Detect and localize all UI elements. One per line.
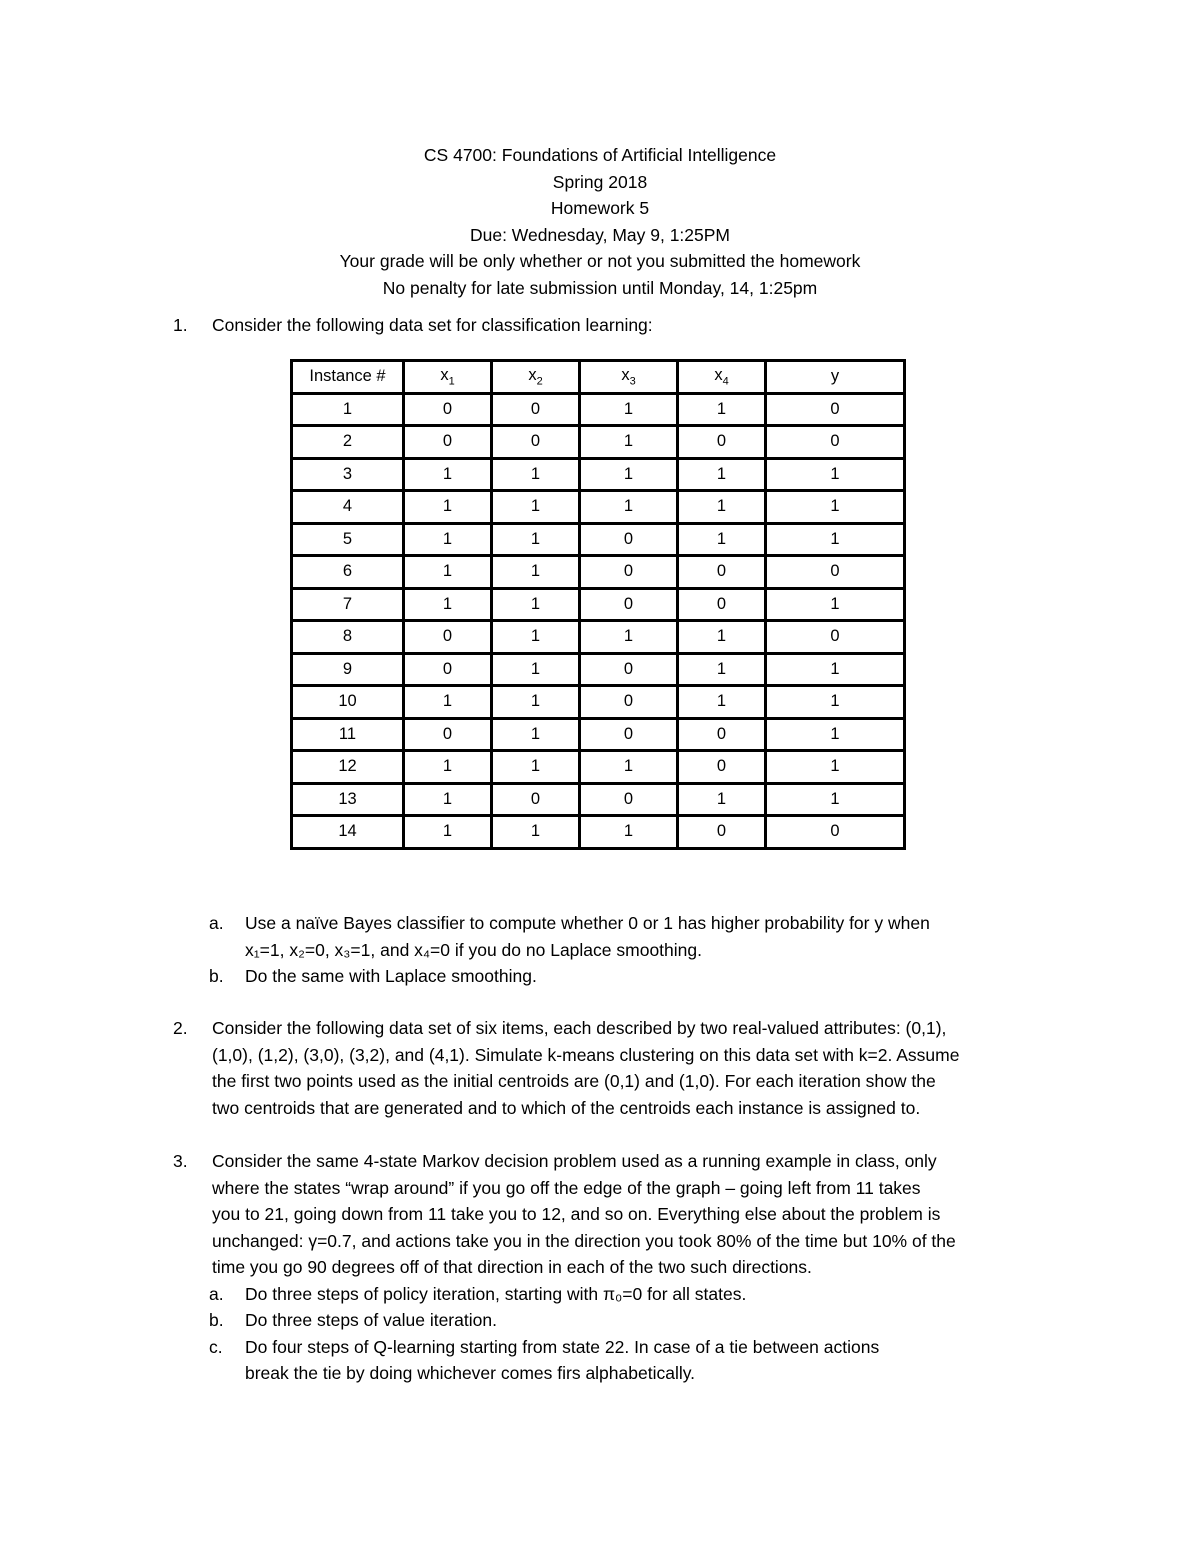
table-cell: 0 bbox=[404, 426, 492, 459]
table-cell: 1 bbox=[404, 686, 492, 719]
table-cell: 0 bbox=[580, 718, 678, 751]
table-cell: 1 bbox=[766, 686, 905, 719]
table-cell: 1 bbox=[678, 523, 766, 556]
table-cell: 1 bbox=[766, 523, 905, 556]
table-row bbox=[292, 783, 905, 816]
table-cell: 1 bbox=[678, 686, 766, 719]
table-cell: 0 bbox=[492, 426, 580, 459]
table-cell: 13 bbox=[292, 783, 404, 816]
table-cell: 0 bbox=[492, 783, 580, 816]
column-header: $x_4$ bbox=[678, 361, 766, 394]
table-cell: 1 bbox=[404, 491, 492, 524]
question-number: 1. bbox=[173, 315, 188, 335]
table-row bbox=[292, 718, 905, 751]
table-cell: 1 bbox=[766, 783, 905, 816]
table-cell: 9 bbox=[292, 653, 404, 686]
classification-data-table bbox=[290, 359, 906, 850]
table-cell: 1 bbox=[678, 621, 766, 654]
table-cell: 0 bbox=[678, 556, 766, 589]
table-cell: 1 bbox=[492, 816, 580, 849]
table-row bbox=[292, 751, 905, 784]
table-cell: 10 bbox=[292, 686, 404, 719]
table-cell: 0 bbox=[580, 523, 678, 556]
question-3b: b. Do three steps of value iteration. bbox=[209, 1310, 497, 1330]
column-header: y bbox=[766, 361, 905, 394]
table-cell: 14 bbox=[292, 816, 404, 849]
table-cell: 0 bbox=[580, 588, 678, 621]
table-cell: 1 bbox=[766, 491, 905, 524]
table-cell: 0 bbox=[492, 393, 580, 426]
table-row bbox=[292, 426, 905, 459]
table-cell: 1 bbox=[492, 523, 580, 556]
table-cell: 0 bbox=[580, 653, 678, 686]
table-cell: 1 bbox=[404, 556, 492, 589]
table-cell: 1 bbox=[492, 491, 580, 524]
table-cell: 1 bbox=[580, 816, 678, 849]
question-number: 3. bbox=[173, 1151, 188, 1171]
table-cell: 0 bbox=[766, 816, 905, 849]
question-text: Consider the same 4-state Markov decision problem used as a running example in class, only where the states “wrap around” if you go off the edge of the graph – going left from 11 takes you to 21, going down from 11 take you to 12, and so on. Everything else about the problem is unchanged: γ=0.7, and actions take you in the direction you took 80% of the time but 10% of the time you go 90 degrees off of that direction in each of the two such directions. bbox=[212, 1151, 956, 1277]
table-row bbox=[292, 523, 905, 556]
table-cell: 0 bbox=[678, 816, 766, 849]
table-cell: 0 bbox=[404, 621, 492, 654]
question-2 bbox=[173, 1015, 1073, 1121]
question-3a: a. Do three steps of policy iteration, starting with π₀=0 for all states. bbox=[209, 1283, 747, 1304]
table-cell: 0 bbox=[678, 718, 766, 751]
table-cell: 0 bbox=[580, 556, 678, 589]
table-row bbox=[292, 621, 905, 654]
table-cell: 2 bbox=[292, 426, 404, 459]
table-cell: 1 bbox=[678, 491, 766, 524]
table-cell: 12 bbox=[292, 751, 404, 784]
table-cell: 0 bbox=[580, 783, 678, 816]
question-1 bbox=[173, 312, 1073, 339]
assignment-title: Homework 5 bbox=[550, 198, 650, 218]
table-cell: 1 bbox=[766, 653, 905, 686]
table-cell: 1 bbox=[492, 588, 580, 621]
table-cell: 0 bbox=[580, 686, 678, 719]
table-cell: 1 bbox=[404, 816, 492, 849]
question-1a: a. Use a naïve Bayes classifier to compute whether 0 or 1 has higher probability for y when x₁=1, x₂=0, x₃=1, and x₄=0 if you do no Laplace smoothing. bbox=[209, 913, 930, 960]
table-cell: 3 bbox=[292, 458, 404, 491]
table-row bbox=[292, 588, 905, 621]
table-row bbox=[292, 556, 905, 589]
term: Spring 2018 bbox=[552, 171, 648, 192]
course-title: CS 4700: Foundations of Artificial Intelligence bbox=[423, 145, 777, 165]
table-cell: 1 bbox=[492, 621, 580, 654]
table-cell: 1 bbox=[580, 393, 678, 426]
table-cell: 0 bbox=[678, 426, 766, 459]
column-header: Instance # bbox=[292, 361, 404, 394]
table-row bbox=[292, 458, 905, 491]
column-header: $x_1$ bbox=[404, 361, 492, 394]
table-cell: 1 bbox=[766, 458, 905, 491]
column-header: $x_2$ bbox=[492, 361, 580, 394]
table-cell: 7 bbox=[292, 588, 404, 621]
table-cell: 0 bbox=[404, 653, 492, 686]
table-row bbox=[292, 491, 905, 524]
table-cell: 11 bbox=[292, 718, 404, 751]
table-cell: 6 bbox=[292, 556, 404, 589]
table-cell: 1 bbox=[766, 588, 905, 621]
table-row bbox=[292, 686, 905, 719]
table-row bbox=[292, 816, 905, 849]
table-cell: 0 bbox=[766, 556, 905, 589]
table-cell: 1 bbox=[580, 751, 678, 784]
table-cell: 1 bbox=[678, 393, 766, 426]
table-cell: 1 bbox=[492, 718, 580, 751]
table-cell: 1 bbox=[404, 751, 492, 784]
table-cell: 1 bbox=[292, 393, 404, 426]
table-cell: 1 bbox=[492, 686, 580, 719]
grading-note: Your grade will be only whether or not you submitted the homework bbox=[339, 251, 861, 271]
table-cell: 0 bbox=[766, 393, 905, 426]
table-cell: 1 bbox=[492, 751, 580, 784]
late-policy: No penalty for late submission until Monday, 14, 1:25pm bbox=[382, 277, 818, 298]
question-text: Consider the following data set of six items, each described by two real-valued attributes: (0,1), (1,0), (1,2), (3,0), (3,2), and (4,1). Simulate k-means clustering on this data set with k=2. Assume the first two points used as the initial centroids are (0,1) and (1,0). For each iteration show the two centroids that are generated and to which of the centroids each instance is assigned to. bbox=[212, 1018, 960, 1118]
document-header bbox=[0, 142, 1200, 301]
table-cell: 1 bbox=[404, 783, 492, 816]
table-cell: 1 bbox=[678, 458, 766, 491]
table-cell: 1 bbox=[678, 653, 766, 686]
table-cell: 1 bbox=[492, 458, 580, 491]
table-cell: 0 bbox=[678, 588, 766, 621]
table-cell: 1 bbox=[766, 751, 905, 784]
table-cell: 4 bbox=[292, 491, 404, 524]
table-cell: 1 bbox=[580, 426, 678, 459]
due-date: Due: Wednesday, May 9, 1:25PM bbox=[469, 224, 731, 245]
question-number: 2. bbox=[173, 1018, 188, 1038]
table-cell: 1 bbox=[492, 653, 580, 686]
table-cell: 0 bbox=[404, 393, 492, 426]
table-cell: 1 bbox=[580, 621, 678, 654]
table-cell: 8 bbox=[292, 621, 404, 654]
table-cell: 1 bbox=[678, 783, 766, 816]
table-cell: 1 bbox=[404, 523, 492, 556]
table-cell: 1 bbox=[492, 556, 580, 589]
question-3c: c. Do four steps of Q-learning starting from state 22. In case of a tie between actions break the tie by doing whichever comes firs alphabetically. bbox=[209, 1336, 880, 1383]
table-cell: 1 bbox=[404, 458, 492, 491]
table-row bbox=[292, 653, 905, 686]
table-cell: 1 bbox=[766, 718, 905, 751]
table-cell: 1 bbox=[404, 588, 492, 621]
table-cell: 5 bbox=[292, 523, 404, 556]
column-header: $x_3$ bbox=[580, 361, 678, 394]
table-cell: 0 bbox=[404, 718, 492, 751]
table-cell: 0 bbox=[766, 426, 905, 459]
table-cell: 0 bbox=[678, 751, 766, 784]
table-row bbox=[292, 393, 905, 426]
question-3 bbox=[173, 1148, 1073, 1387]
table-cell: 0 bbox=[766, 621, 905, 654]
table-cell: 1 bbox=[580, 491, 678, 524]
question-text: Consider the following data set for classification learning: bbox=[212, 315, 653, 335]
question-1-parts bbox=[173, 910, 1073, 990]
table-cell: 1 bbox=[580, 458, 678, 491]
question-1b: b. Do the same with Laplace smoothing. bbox=[209, 966, 537, 986]
table-header-row bbox=[292, 361, 905, 394]
